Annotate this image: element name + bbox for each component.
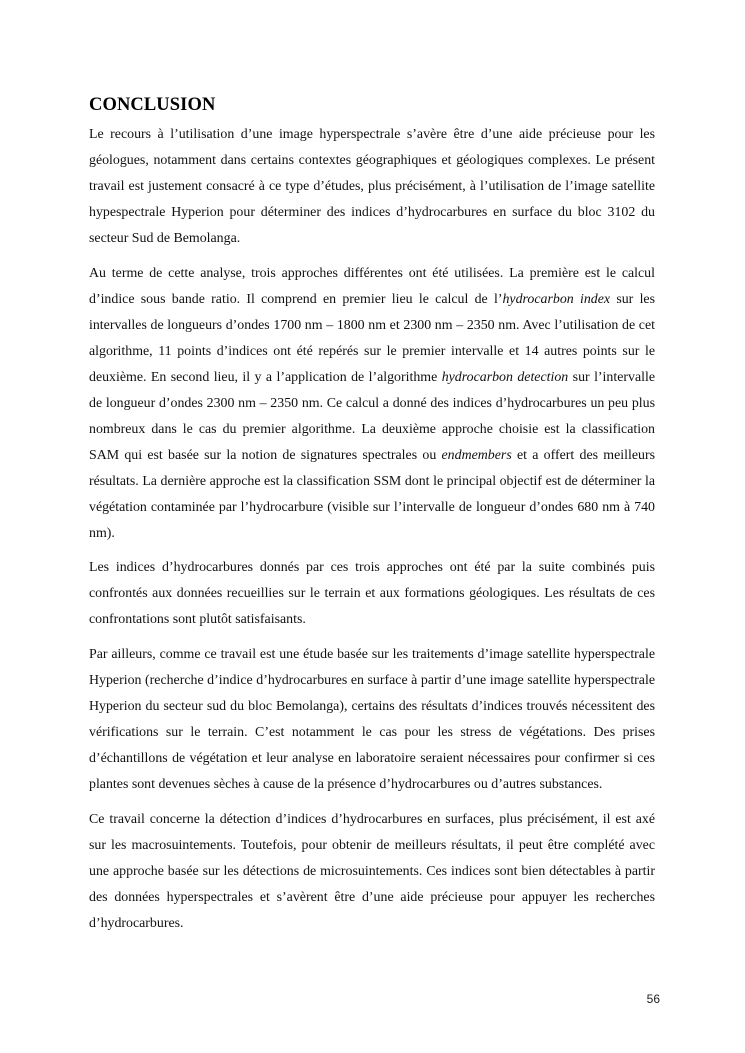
text-run: Au terme de cette analyse, trois approches différentes ont été utilisées. La première est le calcul d’indice sous bande ratio. Il comprend en premier lieu le calcul de l’ xyxy=(89,265,655,307)
italic-term: hydrocarbon index xyxy=(502,291,611,307)
paragraph xyxy=(89,122,655,252)
paragraph xyxy=(89,555,655,633)
text-run: Ce travail concerne la détection d’indices d’hydrocarbures en surfaces, plus précisément, il est axé sur les macrosuintements. Toutefois, pour obtenir de meilleurs résultats, il peut être complété avec une approche basée sur les détections de microsuintements. Ces indices sont bien détectables à partir des données hyperspectrales et s’avèrent être d’une aide précieuse pour appuyer les recherches d’hydrocarbures. xyxy=(89,811,655,931)
text-run: sur les intervalles de longueurs d’ondes 1700 nm – 1800 nm et 2300 nm – 2350 nm. Avec l’utilisation de cet algorithme, 11 points d’indices ont été repérés sur le premier intervalle et 14 autres points sur le deuxième. En second lieu, il y a l’application de l’algorithme xyxy=(89,291,656,385)
paragraph xyxy=(89,642,655,798)
text-run: Les indices d’hydrocarbures donnés par ces trois approches ont été par la suite combinés puis confrontés aux données recueillies sur le terrain et aux formations géologiques. Les résultats de ces confrontations sont plutôt satisfaisants. xyxy=(89,560,655,628)
body-text xyxy=(89,122,655,945)
page-number: 56 xyxy=(646,992,660,1006)
italic-term: endmembers xyxy=(441,447,512,463)
paragraph xyxy=(89,807,655,937)
text-run: et a offert des meilleurs résultats. La dernière approche est la classification SSM dont le principal objectif est de déterminer la végétation contaminée par l’hydrocarbure (visible sur l’intervalle de longueur d’ondes 680 nm à 740 nm). xyxy=(89,447,655,541)
text-run: sur l’intervalle de longueur d’ondes 2300 nm – 2350 nm. Ce calcul a donné des indices d’hydrocarbures un peu plus nombreux dans le cas du premier algorithme. La deuxième approche choisie est la classification SAM qui est basée sur la notion de signatures spectrales ou xyxy=(89,369,655,463)
text-run: Par ailleurs, comme ce travail est une étude basée sur les traitements d’image satellite hyperspectrale Hyperion (recherche d’indice d’hydrocarbures en surface à partir d’une image satellite hyperspectrale Hyperion du secteur sud du bloc Bemolanga), certains des résultats d’indices trouvés nécessitent des vérifications sur le terrain. C’est notamment le cas pour les stress de végétations. Des prises d’échantillons de végétation et leur analyse en laboratoire seraient nécessaires pour confirmer si ces plantes sont devenues sèches à cause de la présence d’hydrocarbures ou d’autres substances. xyxy=(89,647,655,793)
paragraph xyxy=(89,261,655,547)
italic-term: hydrocarbon detection xyxy=(441,369,569,385)
text-run: Le recours à l’utilisation d’une image hyperspectrale s’avère être d’une aide précieuse pour les géologues, notamment dans certains contextes géographiques et géologiques complexes. Le présent travail est justement consacré à ce type d’études, plus précisément, à l’utilisation de l’image satellite hypespectrale Hyperion pour déterminer des indices d’hydrocarbures en surface du bloc 3102 du secteur Sud de Bemolanga. xyxy=(89,127,655,246)
section-heading: CONCLUSION xyxy=(89,95,216,115)
